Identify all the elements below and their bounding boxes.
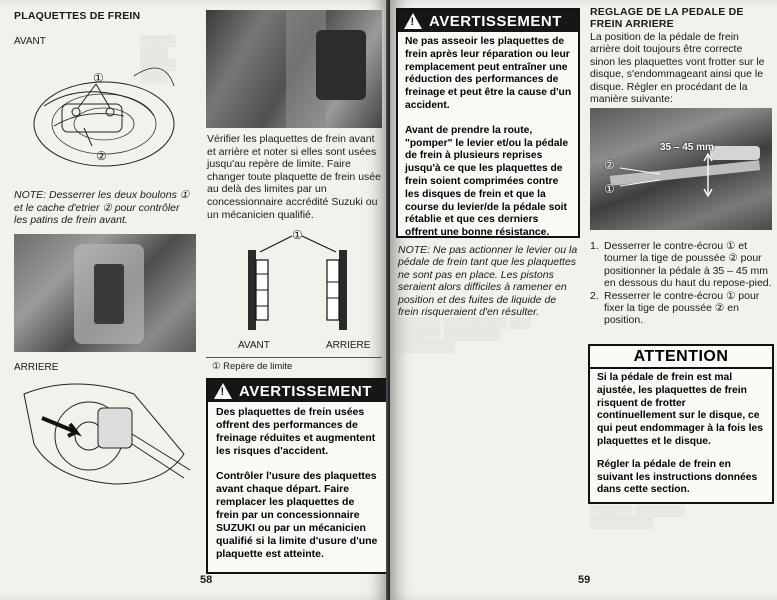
step-1: 1. Desserrer le contre-écrou ① et tourner la tige de poussée ② pour positionner la pédale à 35 – 45 mm en dessous du haut du repose-pied.	[590, 240, 772, 290]
heading-brake-pads: PLAQUETTES DE FREIN	[14, 10, 141, 22]
measurement-label: 35 – 45 mm	[660, 142, 714, 153]
measure-arrows	[590, 108, 772, 230]
warning-box-worn-pads	[206, 378, 388, 574]
page-number-58: 58	[200, 574, 213, 586]
warning-banner-right	[398, 10, 578, 32]
pad-wear-diagram	[240, 234, 355, 334]
pedal-intro-text: La position de la pédale de frein arrière doit toujours être correcte sinon les plaquettes vont frotter sur le disque, s'endommageant ainsi que le disque. Régler en procédant de la manière suivante:	[590, 31, 765, 106]
attention-paragraph-2: Régler la pédale de frein en suivant les instructions données dans cette section.	[597, 458, 758, 496]
warning-paragraph-1: Des plaquettes de frein usées offrent des performances de freinage réduites et augmentent les risques d'accident.	[216, 406, 376, 457]
photo-callout-2: ②	[604, 158, 615, 172]
bleed-through-text-right: ▒▒▒▒▒▒ ▒▒▒▒▒▒▒▒▒ ▒▒▒ ▒▒▒▒▒▒ ▒▒▒▒▒▒▒▒ ▒▒▒▒▒▒▒▒	[398, 318, 532, 353]
divider-line	[206, 357, 382, 358]
note-front-pads: NOTE: Desserrer les deux boulons ① et le cache d'etrier ② pour contrôler les patins de frein avant.	[14, 189, 190, 227]
attention-box	[588, 344, 774, 504]
photo-callout-1: ①	[604, 182, 615, 196]
page-59	[390, 0, 777, 600]
legend-limit-mark: ① Repère de limite	[212, 361, 293, 372]
warning-triangle-icon	[214, 383, 232, 399]
callout-1: ①	[93, 71, 104, 85]
step-2: 2. Resserrer le contre-écrou ① pour fixer la tige de poussée ② en position.	[590, 289, 760, 327]
bleed-through-text-right-2: ▒▒▒▒▒▒ ▒▒▒▒▒▒▒ ▒▒▒▒▒▒▒▒▒	[590, 506, 685, 529]
note-do-not-actuate: NOTE: Ne pas actionner le levier ou la pédale de frein tant que les plaquettes ne sont pas en place. Les pistons seraient alors difficiles à ramener en position et des fuites de liquide de frein risqueraient d'en résulter.	[398, 244, 578, 319]
check-pads-text: Vérifier les plaquettes de frein avant et arrière et noter si elles sont usées jusqu'au repère de limite. Faire changer toute plaquette de frein usée au delà des limites par un concessionnaire accrédité Suzuki ou un mécanicien qualifié.	[207, 133, 381, 221]
warning-banner	[208, 380, 386, 402]
label-rear: ARRIERE	[14, 362, 59, 373]
heading-rear-pedal: REGLAGE DE LA PEDALE DE FREIN ARRIERE	[590, 6, 744, 30]
diagram-callout-1: ①	[292, 228, 303, 242]
page-58	[0, 0, 388, 600]
warning-title-right: AVERTISSEMENT	[429, 12, 562, 30]
photo-worn-pad	[206, 10, 382, 128]
label-front: AVANT	[14, 36, 46, 47]
photo-front-caliper	[14, 234, 196, 352]
rear-caliper-drawing	[14, 374, 194, 494]
diagram-label-rear: ARRIERE	[326, 340, 371, 351]
warning-triangle-icon-right	[404, 13, 422, 29]
warning-right-paragraph-1: Ne pas asseoir les plaquettes de frein après leur réparation ou leur remplacement peut entraîner une réduction des performances de freinage et peut être la cause d'un accident.	[405, 36, 572, 111]
page-number-59: 59	[578, 574, 591, 586]
warning-box-seat-pads	[396, 8, 580, 238]
attention-paragraph-1: Si la pédale de frein est mal ajustée, les plaquettes de frein risquent de frotter continuellement sur le disque, ce qui peut endommager à la fois les plaquettes et le disque.	[597, 372, 763, 447]
photo-brake-pedal	[590, 108, 772, 230]
warning-right-paragraph-2: Avant de prendre la route, "pomper" le levier et/ou la pédale de frein à plusieurs reprises jusqu'à ce que les plaquettes de frein soient comprimées contre les disques de frein et que la course du levier/de la pédale soit rétablie et que ces derniers offrent une bonne résistance.	[405, 124, 569, 239]
bleed-through-text: ▒▒▒▒▒ ▒▒▒▒ ▒▒▒▒▒ ▒▒▒▒	[140, 36, 176, 83]
callout-2: ②	[96, 149, 107, 163]
attention-title: ATTENTION	[590, 346, 772, 369]
warning-title: AVERTISSEMENT	[239, 382, 372, 400]
adjust-steps-list	[590, 240, 772, 327]
warning-paragraph-2: Contrôler l'usure des plaquettes avant chaque départ. Faire remplacer les plaquettes de frein par un concessionnaire SUZUKI ou par un mécanicien qualifié si la limite d'usure d'une plaquette est atteinte.	[216, 470, 378, 560]
diagram-label-front: AVANT	[238, 340, 270, 351]
